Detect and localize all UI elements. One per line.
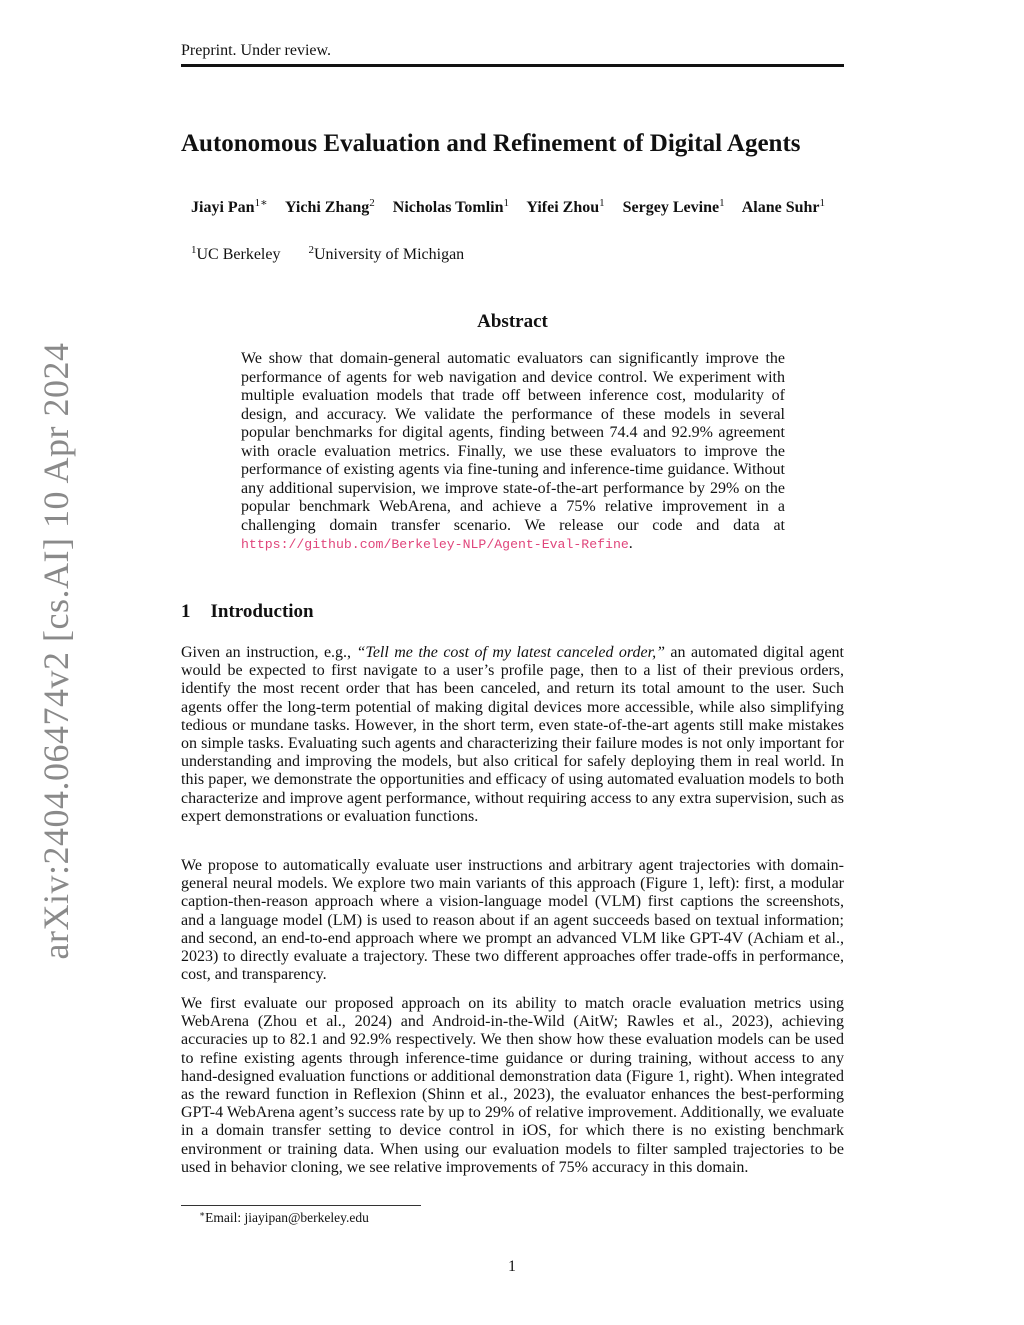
paragraph-text: Given an instruction, e.g., — [181, 644, 357, 661]
author-name: Sergey Levine — [622, 199, 720, 216]
section-title: Introduction — [210, 601, 314, 622]
intro-paragraph-3 — [181, 995, 844, 1177]
author — [191, 199, 268, 216]
affiliation-list — [191, 244, 488, 264]
section-number: 1 — [181, 601, 191, 622]
author-affil-mark: 2 — [369, 197, 375, 209]
example-instruction: “Tell me the cost of my latest canceled order,” — [356, 644, 665, 661]
paragraph-text: an automated digital agent would be expected to first navigate to a user’s profile page, then to a list of their previous orders, identify the most recent order that has been canceled, and return its total amount to the user. Such agents offer the long-term potential of making digital devices more accessible, while also simplifying tedious or mundane tasks. However, in the short term, even state-of-the-art agents still make mistakes on simple tasks. Evaluating such agents and characterizing their failure modes is not only important for understanding and improving the models, but also critical for safely deploying them in real world. In this paper, we demonstrate the opportunities and efficacy of using automated evaluation models to both characterize and improve agent performance, without requiring access to any extra supervision, such as expert demonstrations or evaluation functions. — [181, 644, 844, 825]
abstract-body — [241, 350, 785, 555]
footnote-rule — [181, 1205, 421, 1206]
affiliation-mark: 2 — [308, 244, 314, 256]
author-name: Nicholas Tomlin — [392, 199, 504, 216]
author-name: Yifei Zhou — [526, 199, 600, 216]
abstract-end: . — [628, 535, 633, 552]
affiliation-mark: 1 — [191, 244, 197, 256]
page-number: 1 — [508, 1258, 516, 1275]
affiliation — [191, 246, 292, 263]
author — [526, 199, 604, 216]
footnote-text: Email: jiayipan@berkeley.edu — [205, 1210, 369, 1225]
arxiv-watermark: arXiv:2404.06474v2 [cs.AI] 10 Apr 2024 — [36, 342, 76, 960]
paragraph-text: We propose to automatically evaluate user instructions and arbitrary agent trajectories with domain-general neural models. We explore two main variants of this approach (Figure 1, left): first, a modular caption-then-reason approach where a vision-language model (VLM) first captions the screenshots, and a language model (LM) is used to reason about if an agent succeeds based on textual information; and second, an end-to-end approach where we prompt an advanced VLM like GPT-4V (Achiam et al., 2023) to directly evaluate a trajectory. These two different approaches offer trade-offs in performance, cost, and transparency. — [181, 857, 844, 984]
author-list — [191, 196, 839, 217]
author-name: Alane Suhr — [741, 199, 820, 216]
abstract-heading: Abstract — [477, 311, 548, 332]
author — [742, 199, 825, 216]
author-affil-mark: 1 — [503, 197, 509, 209]
author — [285, 199, 375, 216]
author — [623, 199, 725, 216]
author-affil-mark: 1 — [719, 197, 725, 209]
author — [393, 199, 509, 216]
paper-title: Autonomous Evaluation and Refinement of Digital Agents — [181, 130, 801, 157]
author-name: Yichi Zhang — [284, 199, 370, 216]
author-affil-mark: 1 — [599, 197, 605, 209]
intro-paragraph-2 — [181, 857, 844, 984]
header-rule — [181, 64, 844, 67]
author-affil-mark: 1 — [819, 197, 825, 209]
author-name: Jiayi Pan — [191, 199, 255, 216]
affiliation-name: UC Berkeley — [196, 246, 281, 263]
footnote-mark: ∗ — [199, 1209, 206, 1219]
intro-paragraph-1 — [181, 644, 844, 826]
affiliation-name: University of Michigan — [313, 246, 465, 263]
affiliation — [308, 246, 476, 263]
abstract-text: We show that domain-general automatic evaluators can significantly improve the performance of agents for web navigation and device control. We experiment with multiple evaluation models that trade off between inference cost, modularity of design, and accuracy. We validate the performance of these models in several popular benchmarks for digital agents, finding between 74.4 and 92.9% agreement with oracle evaluation metrics. Finally, we use these evaluators to improve the performance of existing agents via fine-tuning and inference-time guidance. Without any additional supervision, we improve state-of-the-art performance by 29% on the popular benchmark WebArena, and achieve a 75% relative improvement in a challenging domain transfer scenario. We release our code and data at — [241, 350, 785, 534]
running-header: Preprint. Under review. — [181, 42, 332, 59]
code-link[interactable]: https://github.com/Berkeley-NLP/Agent-Eval-Refine — [241, 537, 629, 552]
section-heading — [181, 601, 314, 623]
author-affil-mark: 1∗ — [254, 197, 268, 209]
footnote — [199, 1209, 369, 1226]
paragraph-text: We first evaluate our proposed approach on its ability to match oracle evaluation metrics using WebArena (Zhou et al., 2024) and Android-in-the-Wild (AitW; Rawles et al., 2023), achieving accuracies up to 82.1 and 92.9% respectively. We then show how these evaluation models can be used to refine existing agents through inference-time guidance or during training, without access to any hand-designed evaluation functions or additional demonstration data (Figure 1, right). When integrated as the reward function in Reflexion (Shinn et al., 2023), the evaluator enhances the best-performing GPT-4 WebArena agent’s success rate by up to 29% of relative improvement. Additionally, we evaluate in a domain transfer setting to device control in iOS, for which there is no existing benchmark environment or training data. When using our evaluation models to filter sampled trajectories to be used in behavior cloning, we see relative improvements of 75% accuracy in this domain. — [181, 995, 844, 1176]
